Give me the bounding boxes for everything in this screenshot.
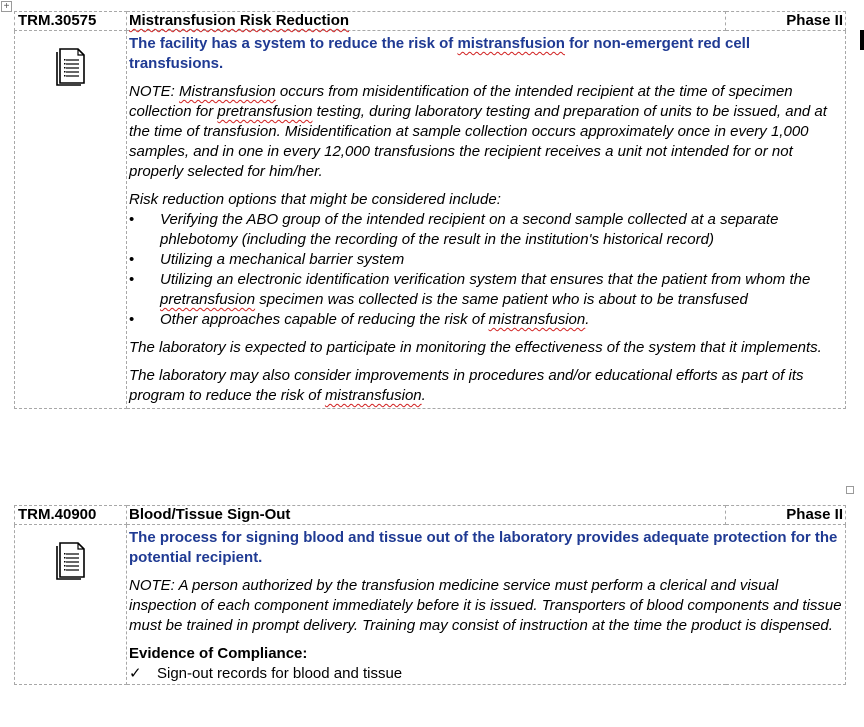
options-list <box>129 210 843 330</box>
requirement-note: NOTE: A person authorized by the transfusion medicine service must perform a clerical and visual inspection of each component immediately before it is issued. Transporters of blood components and tissue must be trained in prompt delivery. Training may consist of instruction at the time the product is dispensed. <box>129 577 842 634</box>
requirement-title: Mistransfusion Risk Reduction <box>127 12 726 31</box>
requirement-phase: Phase II <box>726 12 846 31</box>
requirement-lead: The process for signing blood and tissue out of the laboratory provides adequate protection for the potential recipient. <box>129 529 838 566</box>
requirement-content <box>127 31 846 409</box>
requirement-table-2 <box>14 505 846 685</box>
list-item: • Verifying the ABO group of the intended recipient on a second sample collected at a separate phlebotomy (including the recording of the result in the institution's historical record) <box>129 210 843 250</box>
evidence-title: Evidence of Compliance: <box>129 645 308 662</box>
table-resize-handle-icon[interactable] <box>846 486 854 494</box>
requirement-paragraph: The laboratory is expected to participate in monitoring the effectiveness of the system that it implements. <box>129 339 822 356</box>
requirement-id: TRM.30575 <box>15 12 127 31</box>
requirement-header-row <box>15 506 846 525</box>
requirement-paragraph: The laboratory may also consider improvements in procedures and/or educational efforts as part of its program to reduce the risk of mistransfusion. <box>129 367 804 404</box>
requirement-block-1 <box>14 11 846 409</box>
list-item: • Utilizing a mechanical barrier system <box>129 250 843 270</box>
requirement-header-row <box>15 12 846 31</box>
requirement-lead: The facility has a system to reduce the risk of mistransfusion for non-emergent red cell transfusions. <box>129 35 751 72</box>
options-intro: Risk reduction options that might be considered include: <box>129 191 501 208</box>
requirement-phase: Phase II <box>726 506 846 525</box>
evidence-list <box>129 664 843 684</box>
requirement-id: TRM.40900 <box>15 506 127 525</box>
document-icon <box>54 540 88 585</box>
icon-cell <box>15 525 127 685</box>
requirement-body-row <box>15 31 846 409</box>
icon-cell <box>15 31 127 409</box>
requirement-note: NOTE: Mistransfusion occurs from misidentification of the intended recipient at the time of specimen collection for pretransfusion testing, during laboratory testing and preparation of units to be issued, and at the time of transfusion. Misidentification at sample collection occurs approximately once in every 1,000 samples, and in one in every 12,000 transfusions the recipient receives a unit not intended for or not properly selected for him/her. <box>129 83 827 180</box>
requirement-block-2 <box>14 505 846 685</box>
requirement-title: Blood/Tissue Sign-Out <box>127 506 726 525</box>
list-item: ✓ Sign-out records for blood and tissue <box>129 664 843 684</box>
table-move-handle-icon[interactable]: + <box>1 1 12 12</box>
cursor-mark <box>860 30 864 50</box>
requirement-content <box>127 525 846 685</box>
requirement-table-1 <box>14 11 846 409</box>
document-icon <box>54 46 88 91</box>
list-item: • Utilizing an electronic identification verification system that ensures that the patient from whom the pretransfusion specimen was collected is the same patient who is about to be transfused <box>129 270 843 310</box>
list-item: • Other approaches capable of reducing the risk of mistransfusion. <box>129 310 843 330</box>
requirement-body-row <box>15 525 846 685</box>
